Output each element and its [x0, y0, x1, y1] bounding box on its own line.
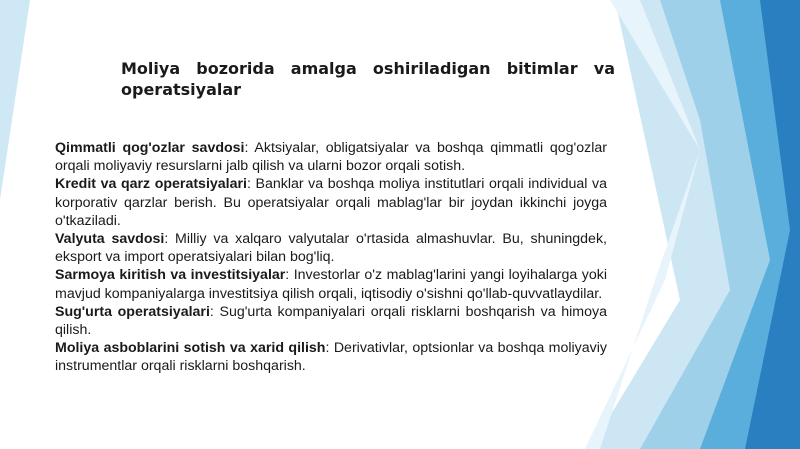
list-item [55, 266, 607, 302]
list-item [55, 303, 607, 339]
list-item [55, 139, 607, 175]
item-text: : Derivativlar, optsionlar va boshqa moliyaviy instrumentlar orqali risklarni boshqarish. [55, 340, 607, 375]
item-term: Sug'urta operatsiyalari [55, 303, 210, 320]
list-item [55, 175, 607, 230]
list-item [55, 230, 607, 266]
item-text: : Milliy va xalqaro valyutalar o'rtasida almashuvlar. Bu, shuningdek, eksport va import operatsiyalari bilan bog'liq. [55, 231, 607, 266]
item-text: : Aktsiyalar, obligatsiyalar va boshqa qimmatli qog'ozlar orqali moliyaviy resurslarni jalb qilish va ularni bozor orqali sotish. [55, 140, 607, 175]
item-term: Sarmoya kiritish va investitsiyalar [55, 267, 286, 284]
item-term: Valyuta savdosi [55, 231, 165, 248]
item-term: Moliya asboblarini sotish va xarid qilish [55, 340, 326, 357]
left-edge-shape [0, 0, 30, 200]
item-text: : Sug'urta kompaniyalari orqali risklarni boshqarish va himoya qilish. [55, 303, 607, 339]
slide-title: Moliya bozorida amalga oshiriladigan bitimlar va operatsiyalar [121, 59, 615, 99]
item-term: Kredit va qarz operatsiyalari [55, 176, 247, 193]
slide-body [55, 139, 607, 376]
item-text: : Banklar va boshqa moliya institutlari orqali individual va korporativ qarzlar berish. Bu operatsiyalar orqali mablag'lar bir joydan ikkinchi joyga o'tkaziladi. [55, 176, 607, 229]
item-term: Qimmatli qog'ozlar savdosi [55, 140, 245, 156]
item-text: : Investorlar o'z mablag'larini yangi loyihalarga yoki mavjud kompaniyalarga investitsiya qilish orqali, iqtisodiy o'sishni qo'llab-quvvatlaydilar. [55, 267, 607, 302]
list-item [55, 339, 607, 375]
